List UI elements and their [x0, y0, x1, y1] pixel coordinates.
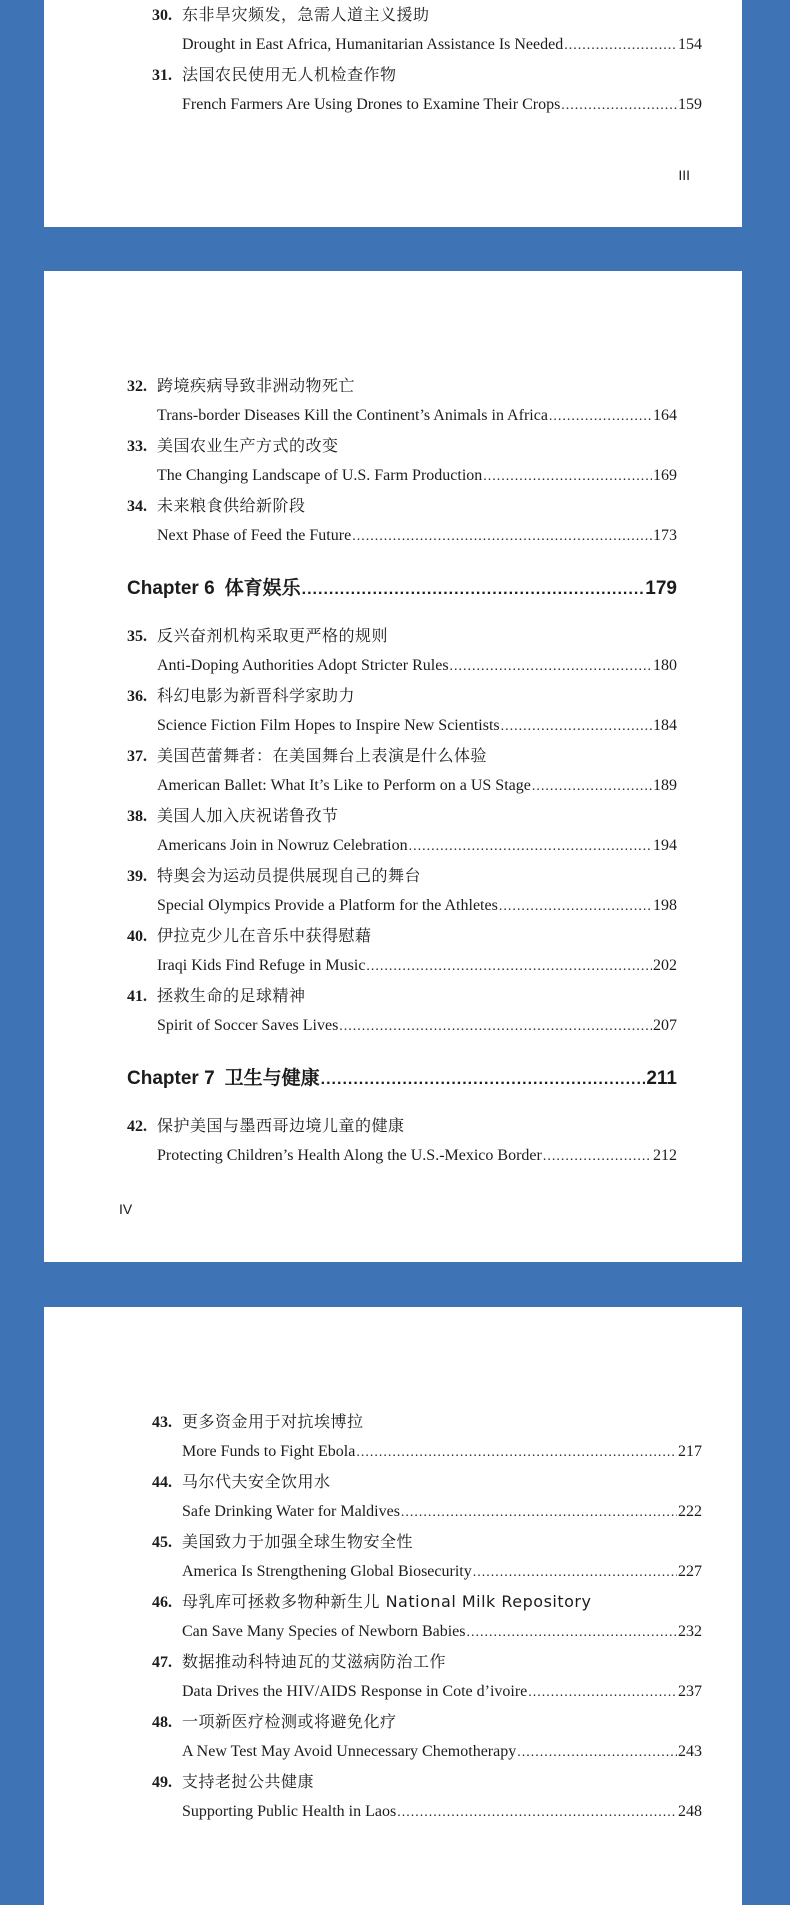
entry-title-en: America Is Strengthening Global Biosecurity	[182, 1563, 472, 1580]
entry-title-zh: 特奥会为运动员提供展现自己的舞台	[157, 866, 422, 885]
entry-title-en: Americans Join in Nowruz Celebration	[157, 837, 408, 854]
toc-entry[interactable]	[127, 431, 677, 491]
entry-number: 30.	[152, 7, 172, 24]
entry-title-zh: 跨境疾病导致非洲动物死亡	[157, 376, 356, 395]
entry-number: 42.	[127, 1118, 147, 1135]
entry-title-zh: 科幻电影为新晋科学家助力	[157, 686, 356, 705]
chapter-heading-6[interactable]	[127, 561, 677, 615]
toc-entries	[127, 371, 677, 1171]
chapter-page-number: 179	[645, 578, 677, 599]
toc-entries	[152, 1407, 702, 1827]
toc-entries	[152, 0, 702, 120]
entry-title-zh: 美国农业生产方式的改变	[157, 436, 339, 455]
leader-dots	[409, 832, 652, 862]
entry-number: 32.	[127, 378, 147, 395]
entry-number: 34.	[127, 498, 147, 515]
leader-dots	[561, 91, 677, 121]
entry-page-number: 222	[678, 1503, 702, 1520]
entry-title-zh: 东非旱灾频发，急需人道主义援助	[182, 5, 430, 24]
entry-page-number: 212	[653, 1147, 677, 1164]
leader-dots	[397, 1798, 677, 1828]
entry-title-en: Safe Drinking Water for Maldives	[182, 1503, 400, 1520]
entry-page-number: 202	[653, 957, 677, 974]
toc-entry[interactable]	[127, 621, 677, 681]
leader-dots	[564, 31, 677, 61]
entry-title-en: Supporting Public Health in Laos	[182, 1803, 397, 1820]
page-folio: IV	[119, 1201, 133, 1217]
page-folio: III	[678, 167, 690, 183]
entry-title-zh: 数据推动科特迪瓦的艾滋病防治工作	[182, 1652, 447, 1671]
entry-number: 40.	[127, 928, 147, 945]
entry-page-number: 169	[653, 467, 677, 484]
toc-entry[interactable]	[127, 371, 677, 431]
entry-page-number: 184	[653, 717, 677, 734]
entry-title-zh: 母乳库可拯救多物种新生儿 National Milk Repository	[182, 1592, 592, 1611]
toc-entry[interactable]	[152, 1407, 702, 1467]
entry-number: 37.	[127, 748, 147, 765]
entry-title-zh: 支持老挝公共健康	[182, 1772, 315, 1791]
book-page-v	[44, 1307, 742, 1905]
entry-page-number: 173	[653, 527, 677, 544]
entry-title-zh: 伊拉克少儿在音乐中获得慰藉	[157, 926, 372, 945]
chapter-page-number: 211	[646, 1068, 677, 1089]
entry-page-number: 207	[653, 1017, 677, 1034]
entry-page-number: 180	[653, 657, 677, 674]
entry-page-number: 159	[678, 96, 702, 113]
toc-entry[interactable]	[152, 1647, 702, 1707]
entry-title-zh: 保护美国与墨西哥边境儿童的健康	[157, 1116, 405, 1135]
leader-dots	[517, 1738, 677, 1768]
entry-number: 47.	[152, 1654, 172, 1671]
toc-entry[interactable]	[127, 491, 677, 551]
entry-page-number: 227	[678, 1563, 702, 1580]
entry-title-en: Data Drives the HIV/AIDS Response in Cote d’ivoire	[182, 1683, 528, 1700]
entry-number: 33.	[127, 438, 147, 455]
entry-title-zh: 反兴奋剂机构采取更严格的规则	[157, 626, 389, 645]
entry-title-en: Can Save Many Species of Newborn Babies	[182, 1623, 466, 1640]
entry-page-number: 217	[678, 1443, 702, 1460]
entry-title-en: Spirit of Soccer Saves Lives	[157, 1017, 339, 1034]
entry-title-en: The Changing Landscape of U.S. Farm Production	[157, 467, 483, 484]
entry-title-zh: 马尔代夫安全饮用水	[182, 1472, 331, 1491]
entry-title-en: American Ballet: What It’s Like to Perform on a US Stage	[157, 777, 531, 794]
chapter-heading-7[interactable]	[127, 1051, 677, 1105]
chapter-label: Chapter 7	[127, 1068, 215, 1089]
entry-number: 38.	[127, 808, 147, 825]
toc-entry[interactable]	[127, 1111, 677, 1171]
entry-title-zh: 美国致力于加强全球生物安全性	[182, 1532, 414, 1551]
entry-number: 43.	[152, 1414, 172, 1431]
entry-number: 49.	[152, 1774, 172, 1791]
entry-title-zh: 拯救生命的足球精神	[157, 986, 306, 1005]
leader-dots	[339, 1012, 652, 1042]
leader-dots	[352, 522, 652, 552]
entry-number: 41.	[127, 988, 147, 1005]
book-page-iii	[44, 0, 742, 227]
book-page-iv	[44, 271, 742, 1262]
toc-entry[interactable]	[127, 801, 677, 861]
entry-number: 39.	[127, 868, 147, 885]
leader-dots	[501, 712, 652, 742]
entry-page-number: 198	[653, 897, 677, 914]
entry-number: 48.	[152, 1714, 172, 1731]
toc-entry[interactable]	[152, 1527, 702, 1587]
leader-dots	[467, 1618, 678, 1648]
entry-title-en: Iraqi Kids Find Refuge in Music	[157, 957, 366, 974]
entry-title-zh: 法国农民使用无人机检查作物	[182, 65, 397, 84]
toc-entry[interactable]	[152, 1587, 702, 1647]
toc-entry[interactable]	[127, 681, 677, 741]
toc-entry[interactable]	[152, 60, 702, 120]
leader-dots	[356, 1438, 677, 1468]
leader-dots	[549, 402, 652, 432]
entry-page-number: 243	[678, 1743, 702, 1760]
entry-title-zh: 美国人加入庆祝诺鲁孜节	[157, 806, 339, 825]
toc-entry[interactable]	[152, 0, 702, 60]
entry-page-number: 232	[678, 1623, 702, 1640]
entry-number: 46.	[152, 1594, 172, 1611]
entry-number: 31.	[152, 67, 172, 84]
toc-entry[interactable]	[152, 1767, 702, 1827]
entry-title-en: Drought in East Africa, Humanitarian Assistance Is Needed	[182, 36, 564, 53]
entry-title-en: Special Olympics Provide a Platform for the Athletes	[157, 897, 498, 914]
entry-title-zh: 一项新医疗检测或将避免化疗	[182, 1712, 397, 1731]
entry-page-number: 237	[678, 1683, 702, 1700]
entry-title-en: Trans-border Diseases Kill the Continent’s Animals in Africa	[157, 407, 548, 424]
toc-entry[interactable]	[152, 1467, 702, 1527]
toc-entry[interactable]	[127, 741, 677, 801]
toc-entry[interactable]	[127, 981, 677, 1041]
leader-dots	[499, 892, 652, 922]
entry-number: 45.	[152, 1534, 172, 1551]
leader-dots	[543, 1142, 652, 1172]
entry-number: 35.	[127, 628, 147, 645]
leader-dots	[532, 772, 652, 802]
entry-title-en: Science Fiction Film Hopes to Inspire New Scientists	[157, 717, 500, 734]
entry-title-zh: 美国芭蕾舞者：在美国舞台上表演是什么体验	[157, 746, 488, 765]
leader-dots	[483, 462, 652, 492]
toc-entry[interactable]	[127, 921, 677, 981]
leader-dots	[321, 1053, 646, 1107]
toc-entry[interactable]	[152, 1707, 702, 1767]
entry-page-number: 248	[678, 1803, 702, 1820]
entry-number: 36.	[127, 688, 147, 705]
entry-title-en: Next Phase of Feed the Future	[157, 527, 352, 544]
entry-title-en: More Funds to Fight Ebola	[182, 1443, 356, 1460]
entry-number: 44.	[152, 1474, 172, 1491]
entry-title-en: Protecting Children’s Health Along the U.S.-Mexico Border	[157, 1147, 542, 1164]
leader-dots	[366, 952, 652, 982]
chapter-title-zh: 体育娱乐	[224, 577, 301, 599]
entry-page-number: 194	[653, 837, 677, 854]
leader-dots	[302, 563, 645, 617]
entry-title-zh: 未来粮食供给新阶段	[157, 496, 306, 515]
entry-title-en: French Farmers Are Using Drones to Examine Their Crops	[182, 96, 561, 113]
entry-title-en: A New Test May Avoid Unnecessary Chemotherapy	[182, 1743, 517, 1760]
entry-page-number: 154	[678, 36, 702, 53]
toc-entry[interactable]	[127, 861, 677, 921]
entry-title-zh: 更多资金用于对抗埃博拉	[182, 1412, 364, 1431]
leader-dots	[473, 1558, 677, 1588]
leader-dots	[401, 1498, 677, 1528]
chapter-title-zh: 卫生与健康	[224, 1067, 320, 1089]
entry-page-number: 164	[653, 407, 677, 424]
entry-title-en: Anti-Doping Authorities Adopt Stricter Rules	[157, 657, 449, 674]
leader-dots	[450, 652, 652, 682]
chapter-label: Chapter 6	[127, 578, 215, 599]
leader-dots	[528, 1678, 677, 1708]
entry-page-number: 189	[653, 777, 677, 794]
